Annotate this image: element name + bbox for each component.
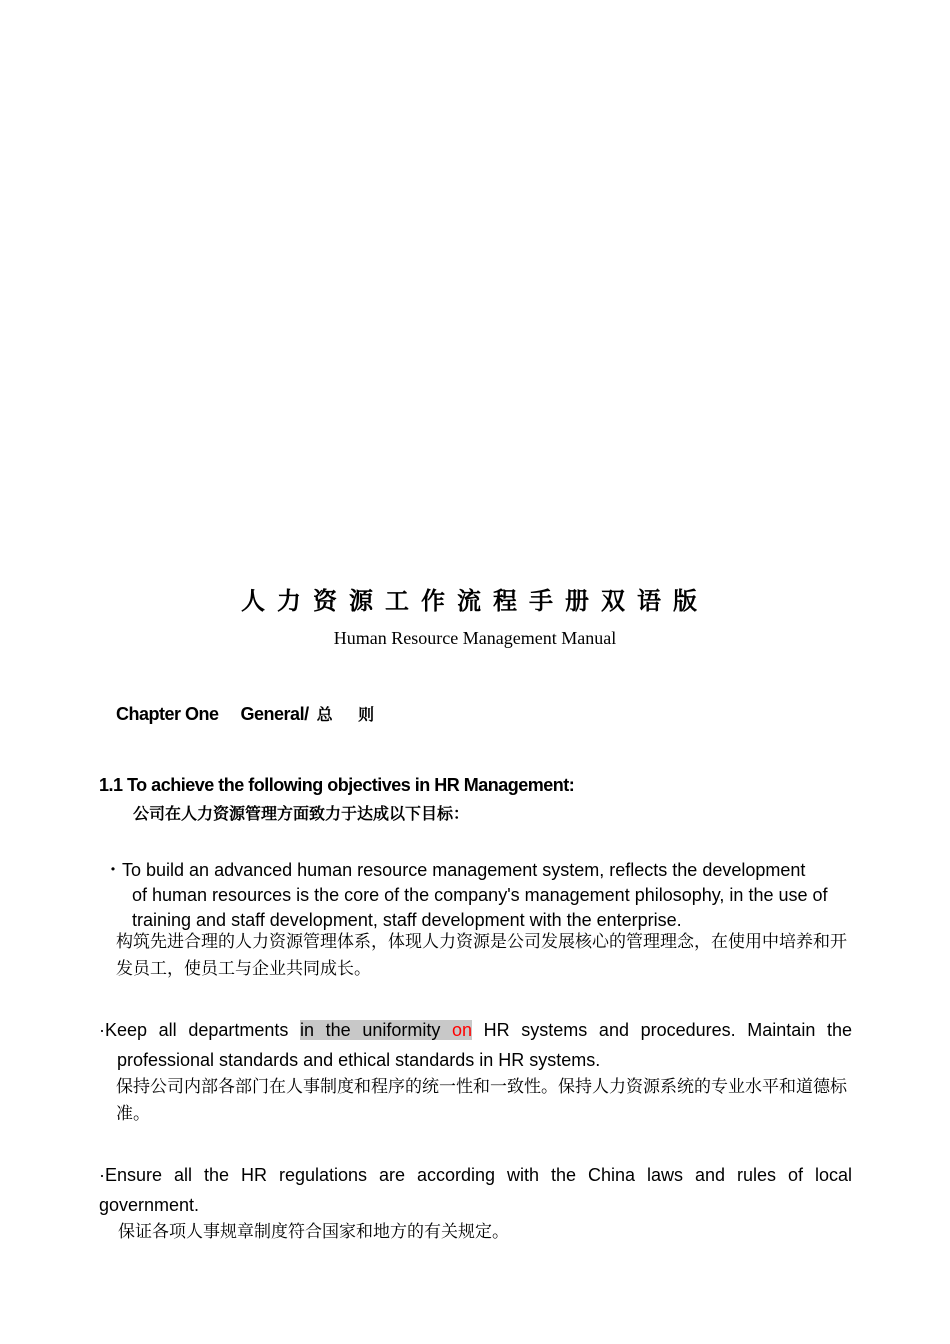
bullet-1-cn: 构筑先进合理的人力资源管理体系，体现人力资源是公司发展核心的管理理念，在使用中培养和开发员工，使员工与企业共同成长。	[116, 932, 847, 979]
chapter-title-en: General/	[240, 704, 309, 724]
bullet-1-en-line1: ・To build an advanced human resource management system, reflects the development	[104, 860, 806, 880]
chapter-heading	[116, 701, 384, 728]
document-title-cn: 人力资源工作流程手册双语版	[241, 586, 709, 615]
bullet-3-en-line2: government.	[99, 1195, 200, 1215]
chapter-title-cn: 总 则	[316, 705, 385, 724]
bullet-3-en-line1: ·Ensure all the HR regulations are according with the China laws and rules of local	[99, 1165, 852, 1185]
bullet-2-highlight-text: in the uniformity	[300, 1020, 452, 1040]
bullet-2-cn: 保持公司内部各部门在人事制度和程序的统一性和一致性。保持人力资源系统的专业水平和道德标准。	[116, 1077, 847, 1124]
document-title-en: Human Resource Management Manual	[333, 628, 617, 648]
chapter-label: Chapter One	[116, 704, 219, 724]
bullet-1-en-rest: of human resources is the core of the company's management philosophy, in the use of training and staff development, staff development with the enterprise.	[132, 885, 828, 930]
section-heading-en: 1.1 To achieve the following objectives in HR Management:	[99, 775, 575, 795]
bullet-1-en	[104, 858, 854, 933]
bullet-2-highlight	[300, 1020, 472, 1040]
section-heading-cn: 公司在人力资源管理方面致力于达成以下目标：	[133, 804, 470, 823]
bullet-3-cn: 保证各项人事规章制度符合国家和地方的有关规定。	[118, 1222, 509, 1242]
bullet-2-highlight-red: on	[451, 1020, 473, 1040]
bullet-2-en-line2: professional standards and ethical standards in HR systems.	[117, 1050, 601, 1070]
bullet-2-en-line1	[99, 1015, 852, 1045]
bullet-2-en-pre: ·Keep all departments	[99, 1020, 301, 1040]
bullet-2-en-post: HR systems and procedures. Maintain the	[472, 1020, 852, 1040]
